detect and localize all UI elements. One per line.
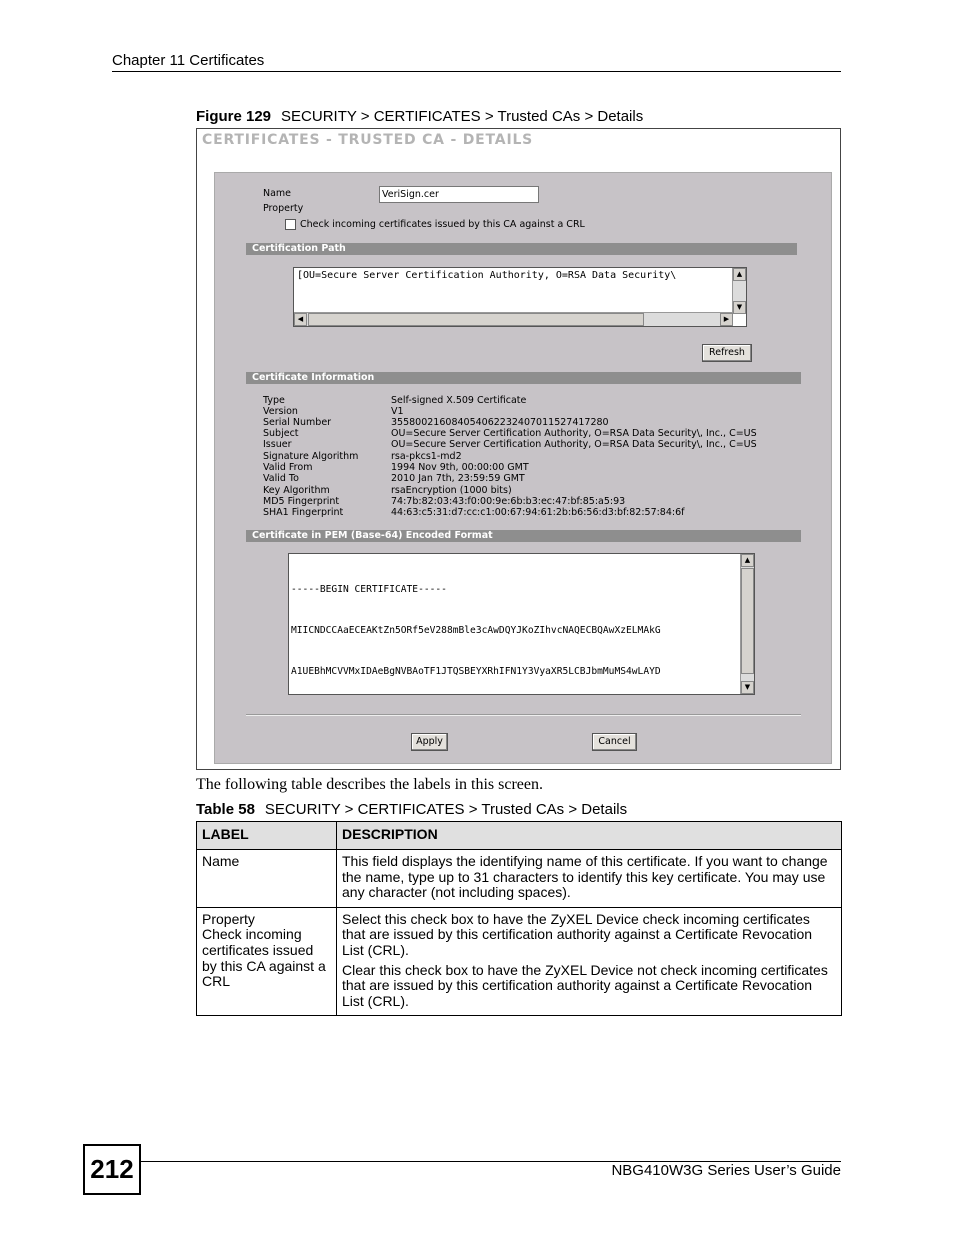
row-label [197, 850, 337, 908]
description-table [196, 821, 842, 1016]
table-header-row [197, 822, 842, 850]
pem-format-header: Certificate in PEM (Base-64) Encoded Format [246, 530, 801, 542]
info-value: 1994 Nov 9th, 00:00:00 GMT [391, 462, 529, 473]
footer-guide-title: NBG410W3G Series User’s Guide [611, 1162, 841, 1179]
label-line: Name [202, 853, 240, 869]
crl-check-checkbox[interactable] [285, 219, 296, 230]
pem-certificate-box[interactable] [288, 553, 755, 695]
pem-line: MIICNDCCAaECEAKtZn5ORf5eV288mBle3cAwDQYJKoZIhvcNAQECBQAwXzELMAkG [291, 624, 661, 636]
pem-line: -----BEGIN CERTIFICATE----- [291, 583, 447, 595]
scroll-left-icon[interactable]: ◀ [294, 313, 307, 326]
screen-title: CERTIFICATES - TRUSTED CA - DETAILS [202, 132, 534, 148]
apply-button[interactable]: Apply [411, 733, 448, 751]
scroll-down-icon[interactable]: ▼ [733, 301, 746, 314]
info-value: 74:7b:82:03:43:f0:00:9e:6b:b3:ec:47:bf:85:a5:93 [391, 496, 626, 507]
info-value: V1 [391, 406, 404, 417]
description-paragraph: Clear this check box to have the ZyXEL Device not check incoming certificates that are issued by this certification authority against a Certificate Revocation List (CRL). [342, 961, 828, 1009]
crl-check-label: Check incoming certificates issued by this CA against a CRL [300, 219, 585, 230]
info-label: Signature Algorithm [263, 451, 359, 462]
scroll-down-icon[interactable]: ▼ [741, 681, 754, 694]
body-text: The following table describes the labels in this screen. [196, 776, 544, 793]
figure-caption [196, 108, 643, 125]
row-description [337, 907, 842, 1016]
figure-title: SECURITY > CERTIFICATES > Trusted CAs > Details [281, 108, 644, 125]
info-value: OU=Secure Server Certification Authority, O=RSA Data Security\, Inc., C=US [391, 439, 757, 450]
pem-line: A1UEBhMCVVMxIDAeBgNVBAoTF1JTQSBEYXRhIFN1Y3VyaXR5LCBJbmMuMS4wLAYD [291, 666, 661, 678]
table-row [197, 907, 842, 1016]
row-label [197, 907, 337, 1016]
header-description: DESCRIPTION [337, 822, 842, 850]
info-label: Valid From [263, 462, 313, 473]
figure-screenshot [196, 128, 841, 770]
cancel-button[interactable]: Cancel [592, 733, 637, 751]
description-paragraph: Select this check box to have the ZyXEL Device check incoming certificates that are issued by this certification authority against a Certificate Revocation List (CRL). [342, 910, 813, 958]
figure-label: Figure 129 [196, 108, 272, 125]
table-label: Table 58 [196, 801, 255, 818]
label-line: Property [202, 910, 255, 927]
info-label: Issuer [263, 439, 292, 450]
header-label: LABEL [197, 822, 337, 850]
info-value: 2010 Jan 7th, 23:59:59 GMT [391, 473, 525, 484]
scroll-up-icon[interactable]: ▲ [741, 554, 754, 567]
info-label: Key Algorithm [263, 485, 330, 496]
page-number: 212 [83, 1144, 141, 1195]
info-value: rsa-pkcs1-md2 [391, 451, 462, 462]
table-title: SECURITY > CERTIFICATES > Trusted CAs > Details [264, 801, 628, 818]
certificate-information-header: Certificate Information [246, 372, 801, 384]
pem-vertical-scrollbar[interactable] [740, 554, 754, 694]
table-row [197, 850, 842, 908]
property-label: Property [263, 203, 304, 214]
info-value: 35580021608405406223240701152741728​0 [391, 417, 609, 428]
row-description [337, 850, 842, 908]
certification-path-box[interactable] [293, 267, 747, 327]
certification-path-text: [OU=Secure Server Certification Authority, O=RSA Data Security\ [297, 270, 677, 281]
info-label: Version [263, 406, 298, 417]
scroll-up-icon[interactable]: ▲ [733, 268, 746, 281]
info-value: rsaEncryption (1000 bits) [391, 485, 512, 496]
info-value: OU=Secure Server Certification Authority, O=RSA Data Security\, Inc., C=US [391, 428, 757, 439]
pem-text [291, 555, 661, 695]
certification-path-header: Certification Path [246, 243, 797, 255]
info-label: Subject [263, 428, 299, 439]
label-line: Check incoming certificates issued by this CA against a CRL [202, 926, 326, 990]
info-value: Self-signed X.509 Certificate [391, 395, 527, 406]
name-label: Name [263, 188, 292, 199]
table-caption [196, 801, 627, 818]
info-label: Type [263, 395, 285, 406]
info-label: Serial Number [263, 417, 332, 428]
info-label: Valid To [263, 473, 299, 484]
form-divider [246, 714, 801, 716]
path-vertical-scrollbar[interactable] [732, 268, 746, 314]
info-value: 44:63:c5:31:d7:cc:c1:00:67:94:61:2b:b6:56:d3:bf:82:57:84:6f [391, 507, 685, 518]
scroll-right-icon[interactable]: ▶ [720, 313, 733, 326]
details-panel [214, 172, 832, 764]
name-input[interactable] [379, 186, 539, 203]
scrollbar-thumb[interactable] [741, 568, 754, 674]
chapter-header: Chapter 11 Certificates [112, 52, 265, 69]
info-label: MD5 Fingerprint [263, 496, 340, 507]
path-horizontal-scrollbar[interactable] [294, 312, 733, 326]
info-label: SHA1 Fingerprint [263, 507, 344, 518]
header-rule [112, 71, 841, 72]
description-paragraph: This field displays the identifying name of this certificate. If you want to change the name, type up to 31 characters to identify this key certificate. You may use any character (not including spaces). [342, 853, 828, 901]
scrollbar-thumb[interactable] [308, 313, 644, 326]
refresh-button[interactable]: Refresh [702, 344, 752, 362]
